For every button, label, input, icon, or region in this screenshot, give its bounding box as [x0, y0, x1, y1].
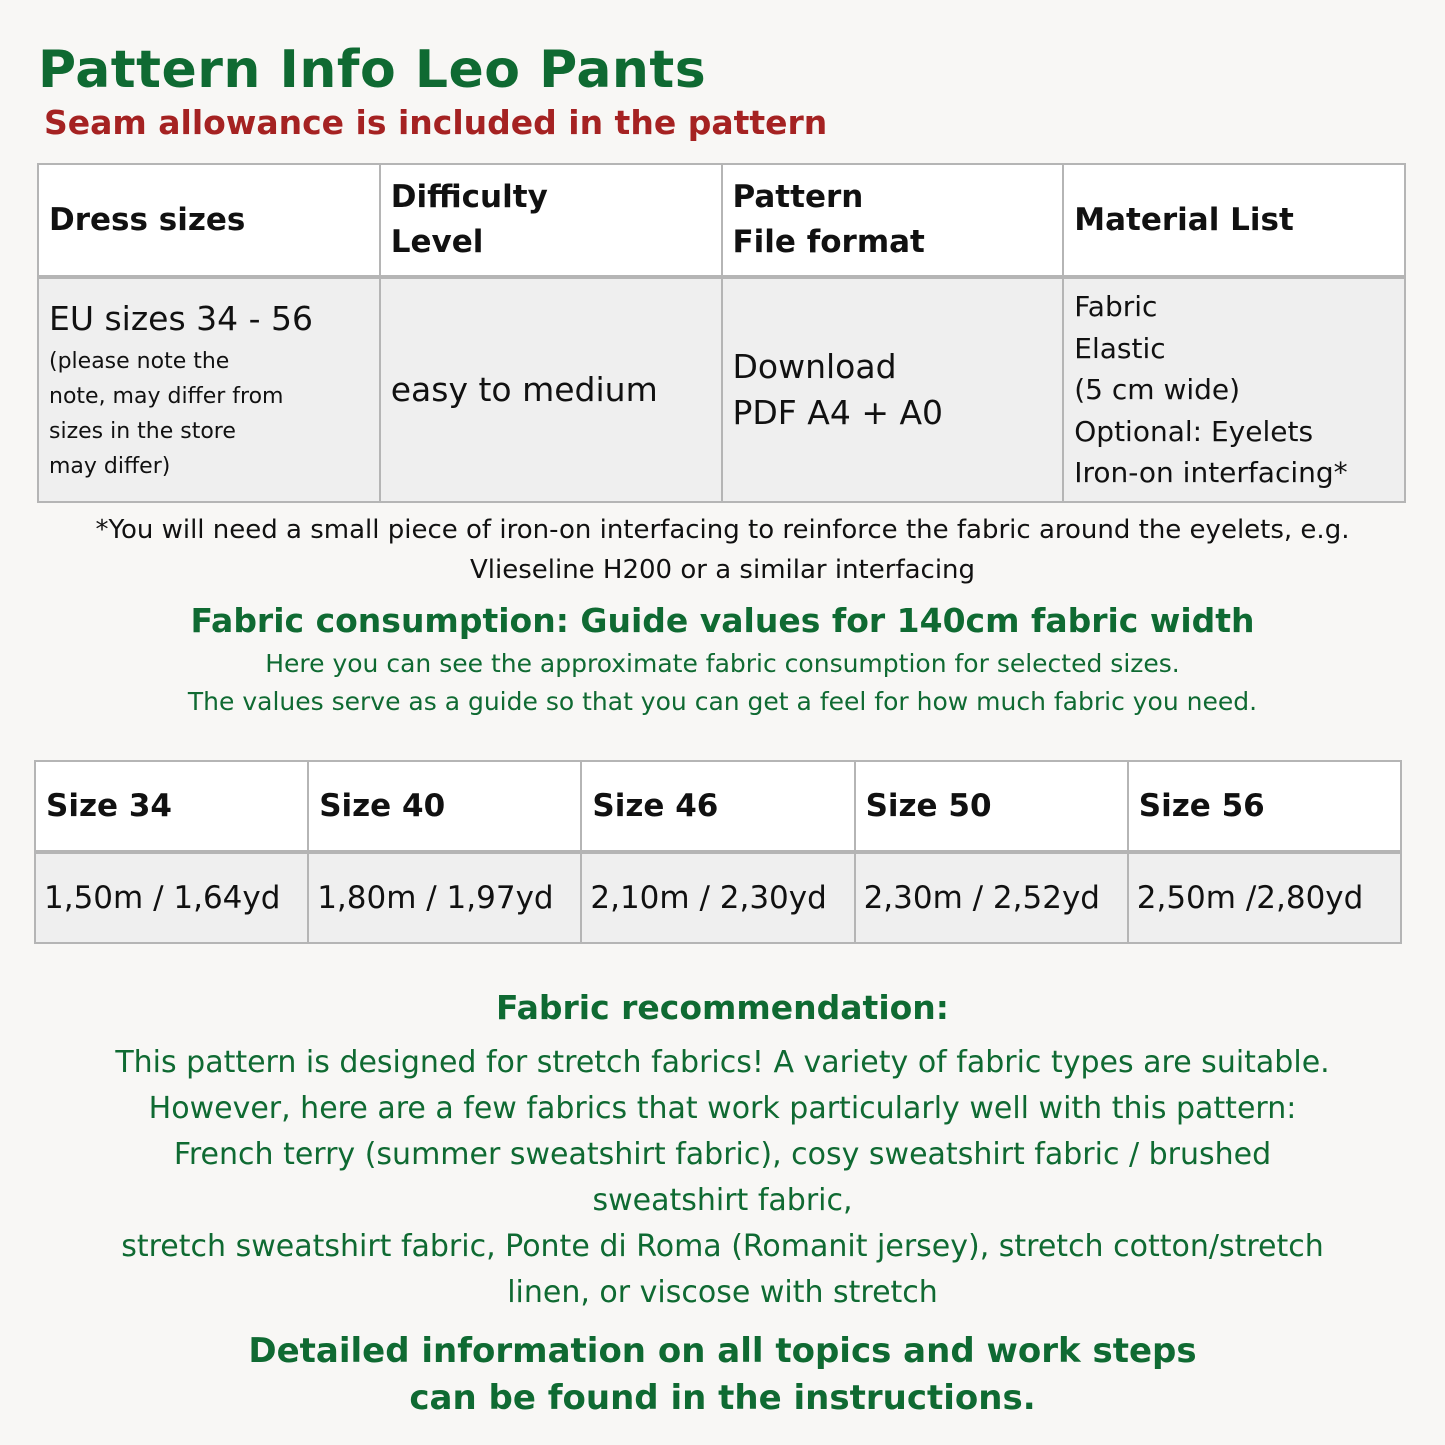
material-item: (5 cm wide): [1074, 373, 1241, 407]
fabric-amount: 2,30m / 2,52yd: [855, 852, 1128, 943]
cell-difficulty: easy to medium: [380, 277, 722, 502]
recommendation-heading: Fabric recommendation:: [495, 988, 949, 1027]
interfacing-footnote: *You will need a small piece of iron-on interfacing to reinforce the fabric around the eyelets, e.g. Vlieseline H200 or a similar interfacing: [95, 515, 1350, 585]
eu-sizes: EU sizes 34 - 56: [49, 299, 314, 338]
cell-dress-sizes: [38, 277, 380, 502]
recommendation-text: This pattern is designed for stretch fabrics! A variety of fabric types are suitable. However, here are a few fabrics that work particularly well with this pattern: French terry (summer sweatshirt fabric), cosy sweatshirt fabric / brushed sweatshirt fabric, stretch sweatshirt fabric, Ponte di Roma (Romanit jersey), stretch cotton/stretch linen, or viscose with stretch: [115, 1045, 1330, 1310]
size-note-line: may differ): [49, 454, 171, 479]
size-header: Size 40: [308, 761, 581, 852]
page-title: Pattern Info Leo Pants: [38, 40, 707, 100]
size-header: Size 50: [855, 761, 1128, 852]
size-header: Size 56: [1128, 761, 1401, 852]
size-note-line: (please note the: [49, 349, 230, 374]
consumption-description: Here you can see the approximate fabric consumption for selected sizes. The values serve as a guide so that you can get a feel for how much fabric you need.: [187, 649, 1258, 716]
fabric-amount: 2,50m /2,80yd: [1128, 852, 1401, 943]
material-item: Fabric: [1074, 290, 1158, 324]
material-item: Optional: Eyelets: [1074, 414, 1314, 448]
size-header: Size 34: [35, 761, 308, 852]
header-material-list: Material List: [1063, 164, 1405, 277]
seam-allowance-note: Seam allowance is included in the pattern: [44, 103, 828, 142]
fabric-amount: 2,10m / 2,30yd: [581, 852, 854, 943]
fabric-consumption-table: [34, 760, 1402, 944]
size-header: Size 46: [581, 761, 854, 852]
consumption-heading: Fabric consumption: Guide values for 140cm fabric width: [190, 601, 1255, 640]
size-header-row: [35, 761, 1401, 852]
size-note-line: note, may differ from: [49, 384, 284, 409]
header-difficulty: Difficulty Level: [380, 164, 722, 277]
info-table-header-row: [38, 164, 1405, 277]
header-file-format: Pattern File format: [722, 164, 1064, 277]
cell-file-format: Download PDF A4 + A0: [722, 277, 1064, 502]
material-item: Iron-on interfacing*: [1074, 456, 1348, 490]
pattern-info-table: [37, 163, 1406, 503]
size-value-row: [35, 852, 1401, 943]
material-item: Elastic: [1074, 331, 1166, 365]
closing-note: Detailed information on all topics and work steps can be found in the instructions.: [248, 1331, 1197, 1418]
fabric-amount: 1,50m / 1,64yd: [35, 852, 308, 943]
size-note-line: sizes in the store: [49, 419, 236, 444]
fabric-amount: 1,80m / 1,97yd: [308, 852, 581, 943]
header-dress-sizes: Dress sizes: [38, 164, 380, 277]
cell-material-list: [1063, 277, 1405, 502]
info-table-body-row: [38, 277, 1405, 502]
